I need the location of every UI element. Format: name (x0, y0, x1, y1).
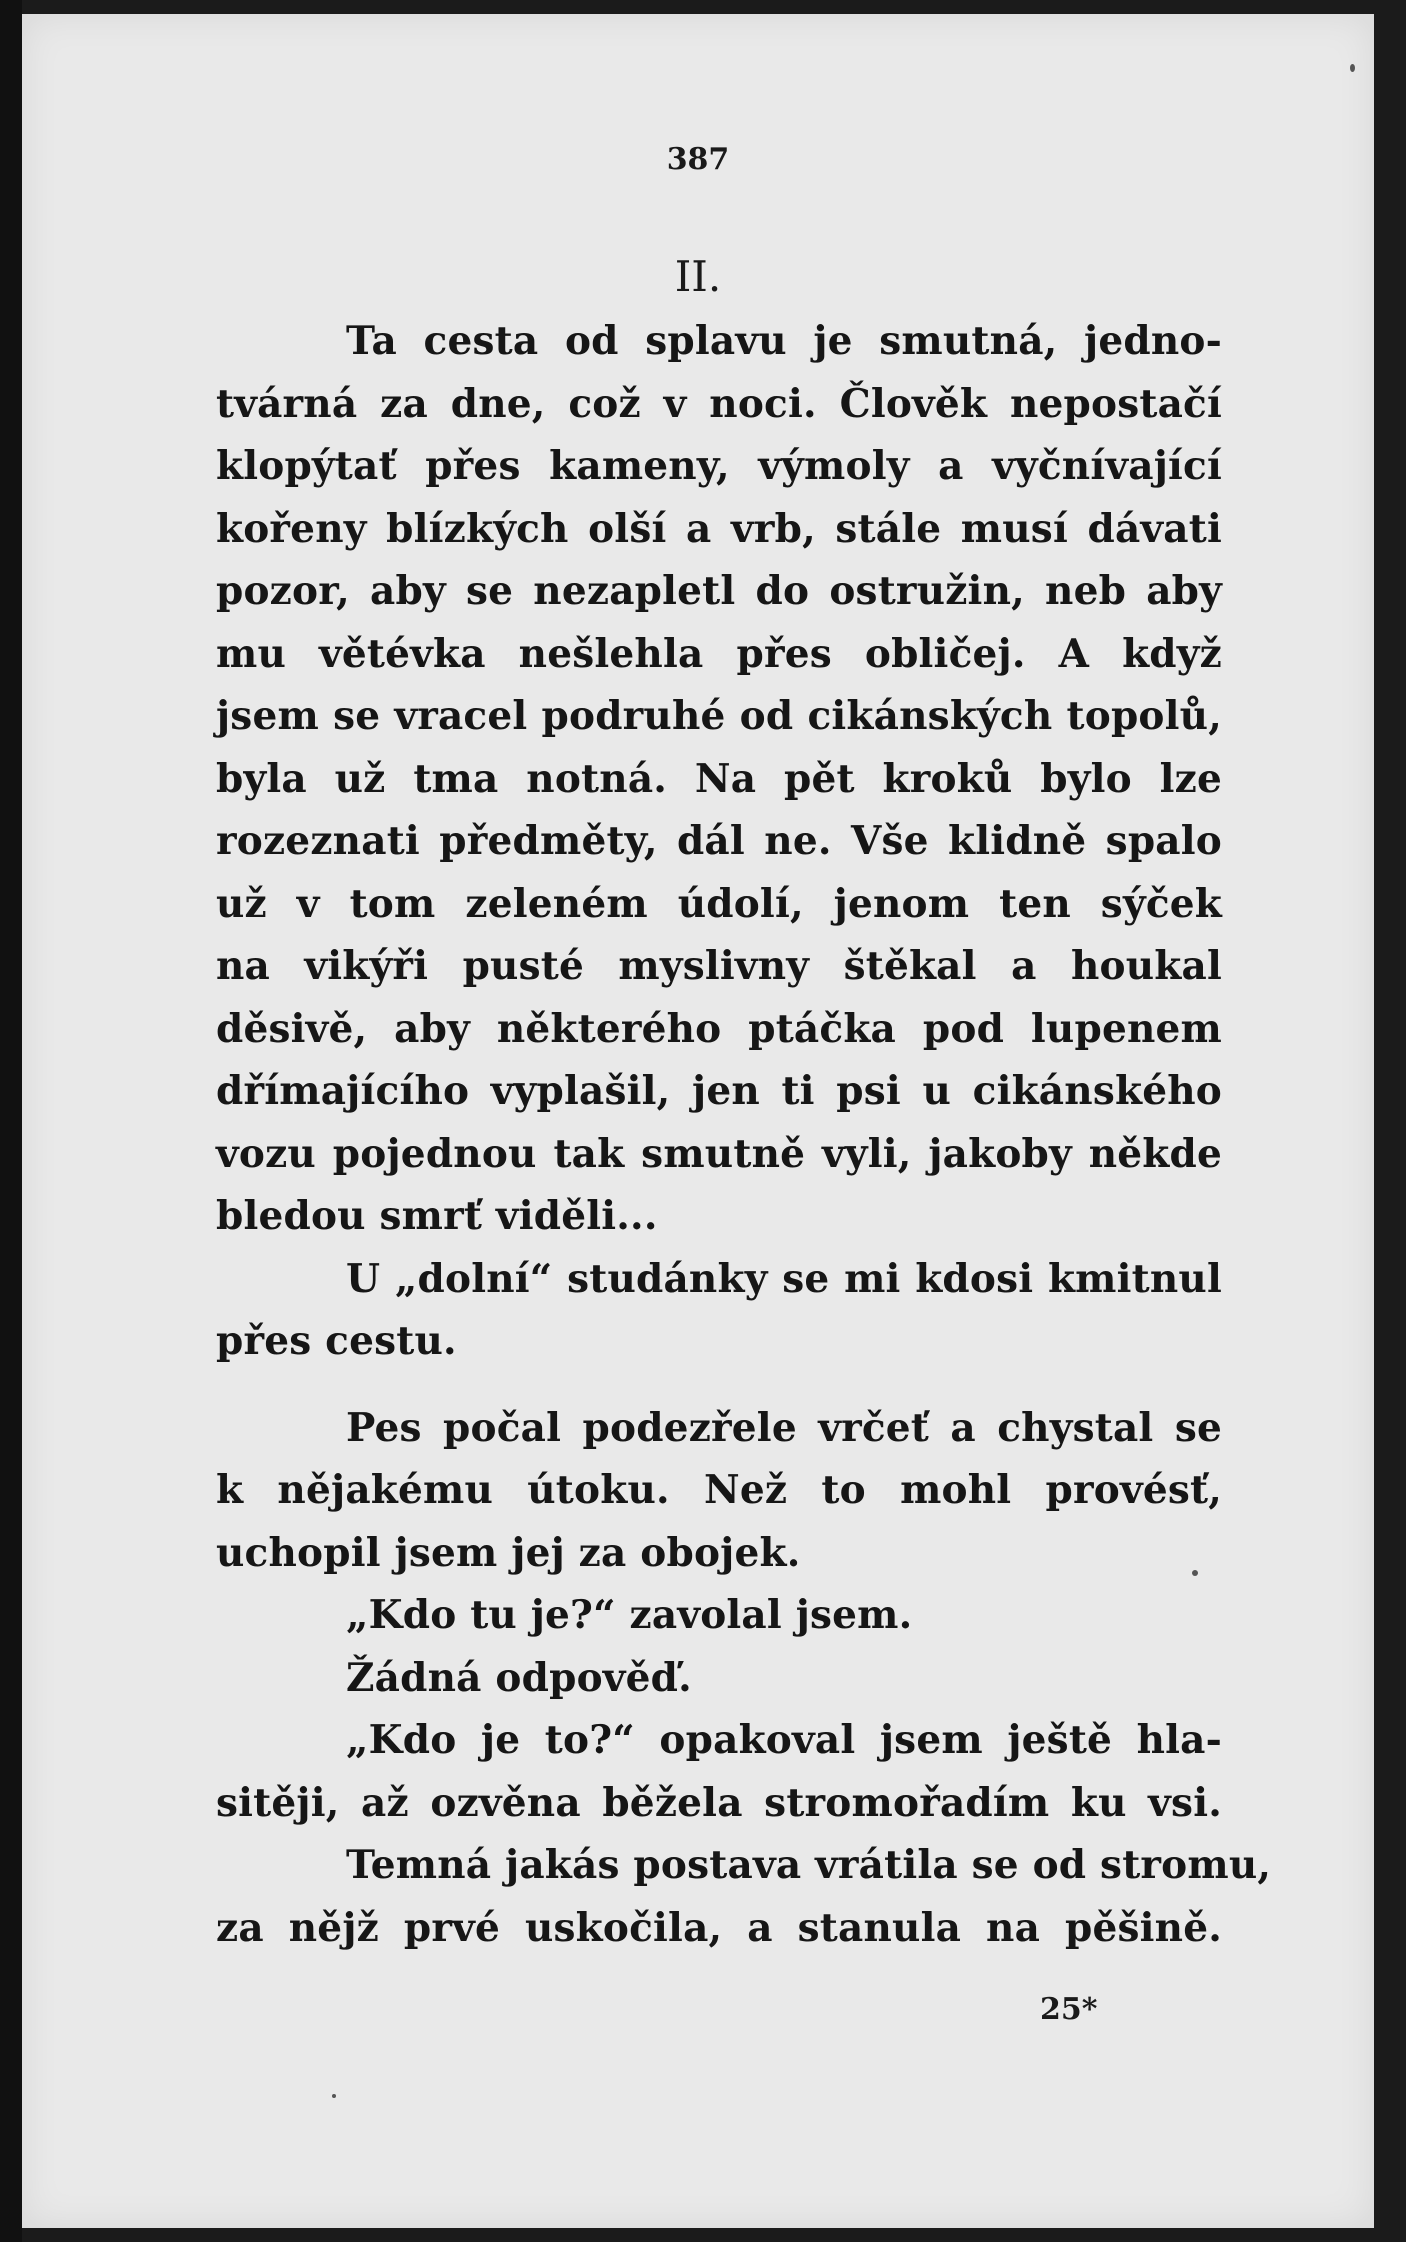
text-line: pozor, aby se nezapletl do ostružin, neb aby (216, 568, 1222, 614)
body-text (216, 310, 1272, 1959)
text-line: dřímajícího vyplašil, jen ti psi u cikánského (216, 1068, 1222, 1114)
text-line: děsivě, aby některého ptáčka pod lupenem (216, 1005, 1222, 1052)
text-line: na vikýři pusté myslivny štěkal a houkal (216, 943, 1222, 989)
text-line: byla už tma notná. Na pět kroků bylo lze (216, 755, 1222, 802)
scan-speck (1350, 64, 1355, 72)
text-line: kořeny blízkých olší a vrb, stále musí dávati (216, 505, 1222, 552)
scan-speck (1192, 1570, 1198, 1576)
text-line: k nějakému útoku. Než to mohl provésť, (216, 1467, 1222, 1513)
text-line: vozu pojednou tak smutně vyli, jakoby někde (216, 1130, 1222, 1177)
text-line: „Kdo tu je?“ zavolal jsem. (346, 1592, 913, 1638)
scan-left-edge (0, 0, 22, 2242)
text-line: rozeznati předměty, dál ne. Vše klidně spalo (216, 818, 1222, 864)
text-line: Pes počal podezřele vrčeť a chystal se (346, 1404, 1222, 1451)
text-line: přes cestu. (216, 1318, 457, 1364)
book-page (22, 14, 1374, 2228)
text-line: mu větévka nešlehla přes obličej. A když (216, 630, 1222, 677)
text-line: tvárná za dne, což v noci. Člověk nepostačí (216, 380, 1222, 427)
scan-speck (332, 2094, 336, 2098)
chapter-heading: II. (674, 252, 722, 301)
text-line: klopýtať přes kameny, výmoly a vyčnívající (216, 443, 1222, 489)
text-line: U „dolní“ studánky se mi kdosi kmitnul (346, 1255, 1222, 1302)
text-line: uchopil jsem jej za obojek. (216, 1529, 801, 1576)
text-line: Temná jakás postava vrátila se od stromu, (346, 1842, 1272, 1888)
text-line: „Kdo je to?“ opakoval jsem ještě hla- (346, 1717, 1222, 1763)
text-line: už v tom zeleném údolí, jenom ten sýček (216, 880, 1222, 927)
text-line: sitěji, až ozvěna běžela stromořadím ku vsi. (216, 1779, 1222, 1826)
paragraph-gap (216, 1373, 1222, 1397)
text-line: Ta cesta od splavu je smutná, jedno- (346, 318, 1222, 364)
printer-signature: 25* (1040, 1992, 1098, 2027)
text-line: za nějž prvé uskočila, a stanula na pěšině. (216, 1904, 1222, 1951)
text-line: Žádná odpověď. (346, 1654, 692, 1701)
page-number: 387 (666, 142, 730, 177)
text-line: jsem se vracel podruhé od cikánských topolů, (216, 693, 1222, 739)
text-line: bledou smrť viděli... (216, 1193, 658, 1239)
